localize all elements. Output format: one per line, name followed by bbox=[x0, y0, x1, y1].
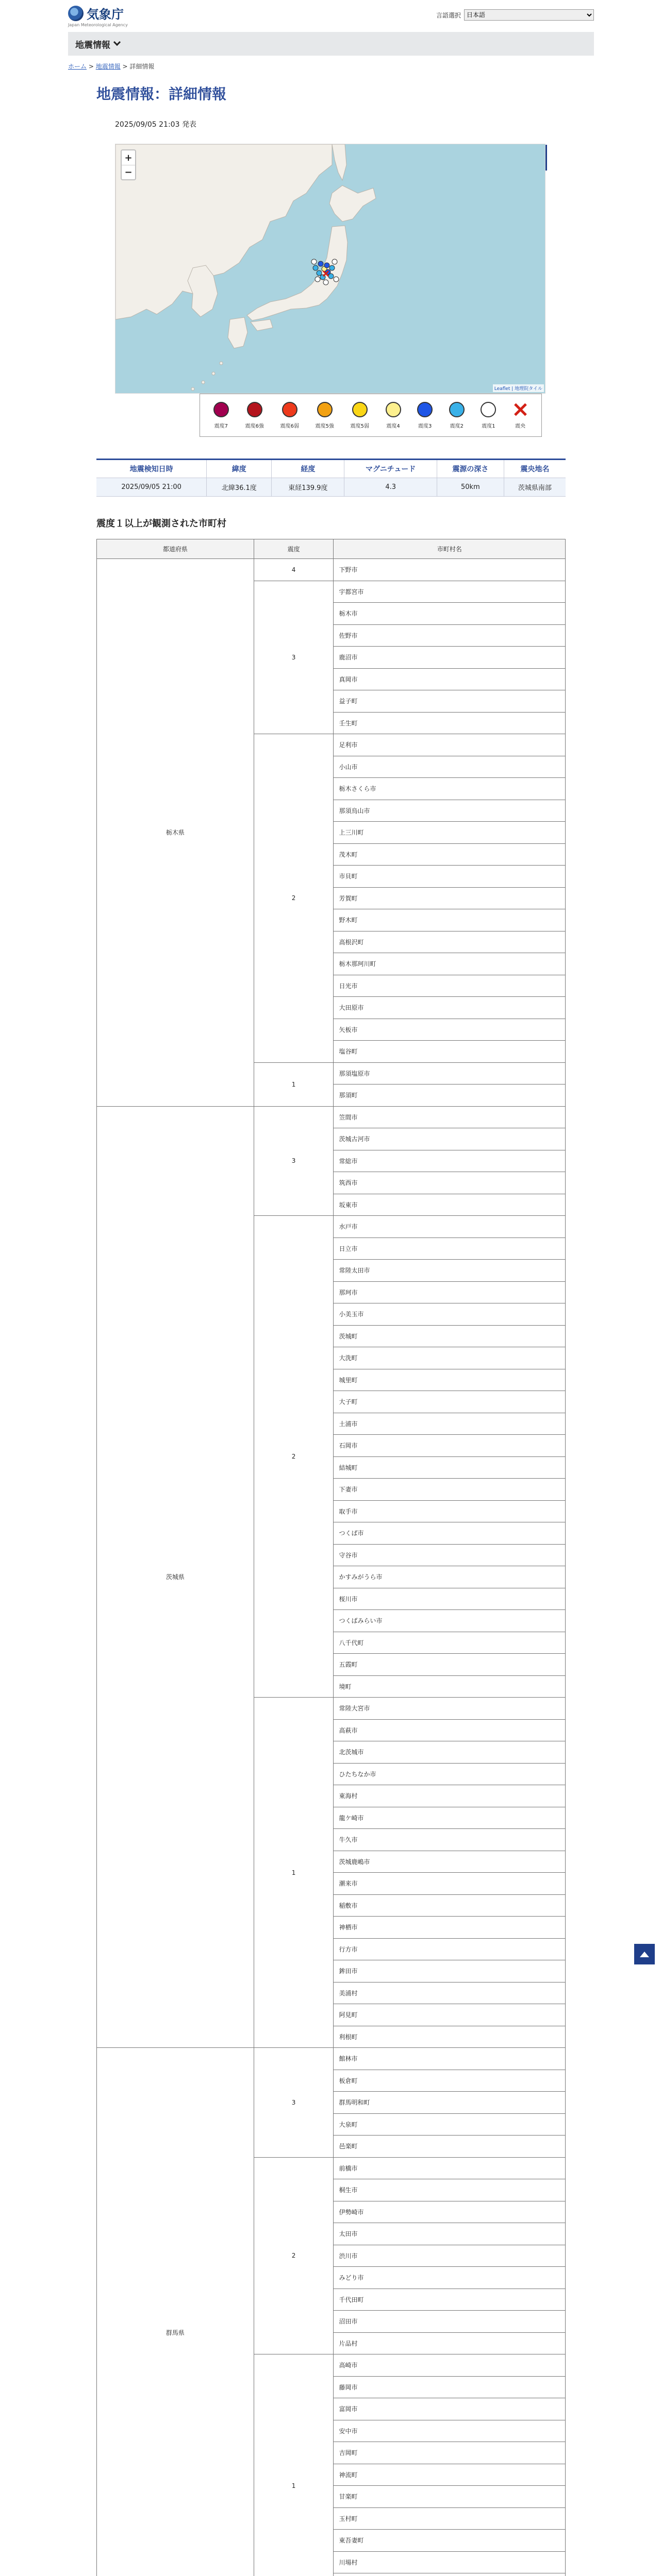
breadcrumb-home[interactable]: ホーム bbox=[68, 63, 87, 70]
intensity-cell: 3 bbox=[254, 2048, 334, 2158]
intensity-cell: 2 bbox=[254, 1216, 334, 1698]
land-sakhalin bbox=[332, 144, 346, 180]
legend-item bbox=[417, 402, 433, 429]
city-cell: 益子町 bbox=[334, 690, 566, 713]
intensity-dot-icon bbox=[213, 402, 229, 417]
city-cell: 那須町 bbox=[334, 1084, 566, 1107]
city-cell: 栃木さくら市 bbox=[334, 778, 566, 800]
land-shikoku bbox=[251, 319, 273, 331]
intensity-map[interactable] bbox=[115, 144, 545, 394]
city-cell: 千代田町 bbox=[334, 2289, 566, 2311]
nav-earthquake-menu[interactable] bbox=[75, 38, 120, 50]
col-header-intensity: 震度 bbox=[254, 539, 334, 559]
city-cell: 茨城古河市 bbox=[334, 1128, 566, 1150]
logo-subtitle: Japan Meteorological Agency bbox=[68, 23, 128, 27]
logo-text: 気象庁 bbox=[87, 7, 124, 22]
info-header: マグニチュード bbox=[344, 460, 437, 478]
city-cell: 牛久市 bbox=[334, 1829, 566, 1851]
land-kyushu bbox=[228, 317, 247, 348]
map-zoom-control bbox=[121, 149, 136, 180]
city-cell: 大子町 bbox=[334, 1391, 566, 1413]
city-cell: 鹿沼市 bbox=[334, 647, 566, 669]
back-to-top-button[interactable] bbox=[634, 1944, 655, 1964]
city-cell: 那珂市 bbox=[334, 1281, 566, 1303]
table-row bbox=[97, 2048, 566, 2070]
city-cell: 常陸太田市 bbox=[334, 1260, 566, 1282]
city-cell: 栃木那珂川町 bbox=[334, 953, 566, 975]
info-value: 4.3 bbox=[344, 478, 437, 497]
city-cell: 常陸大宮市 bbox=[334, 1698, 566, 1720]
city-cell: 石岡市 bbox=[334, 1435, 566, 1457]
city-cell: 土浦市 bbox=[334, 1413, 566, 1435]
col-header-prefecture: 都道府県 bbox=[97, 539, 254, 559]
city-cell: 大田原市 bbox=[334, 997, 566, 1019]
city-cell: 桜川市 bbox=[334, 1588, 566, 1610]
city-cell: 小山市 bbox=[334, 756, 566, 778]
ryukyu-islands bbox=[191, 362, 223, 391]
language-select[interactable] bbox=[464, 9, 594, 21]
info-value: 茨城県南部 bbox=[504, 478, 566, 497]
city-cell: 川場村 bbox=[334, 2551, 566, 2573]
table-row bbox=[97, 559, 566, 581]
city-cell: みどり市 bbox=[334, 2267, 566, 2289]
city-cell: 境町 bbox=[334, 1675, 566, 1698]
info-header: 緯度 bbox=[207, 460, 272, 478]
breadcrumb: ホーム > 地震情報 > 詳細情報 bbox=[68, 63, 155, 70]
city-cell: 美浦村 bbox=[334, 1982, 566, 2004]
legend-label: 震央 bbox=[515, 423, 526, 429]
city-cell: 茨城町 bbox=[334, 1325, 566, 1347]
city-cell: 高萩市 bbox=[334, 1719, 566, 1741]
city-cell: 守谷市 bbox=[334, 1544, 566, 1566]
intensity-dot-icon bbox=[481, 402, 496, 417]
zoom-in-button[interactable]: + bbox=[124, 152, 133, 163]
city-cell: 稲敷市 bbox=[334, 1894, 566, 1917]
legend-label: 震度7 bbox=[214, 423, 228, 429]
city-cell: 利根町 bbox=[334, 2026, 566, 2048]
intensity-dot-icon bbox=[282, 402, 297, 417]
intensity-dot-icon bbox=[352, 402, 368, 417]
intensity-dot-icon bbox=[386, 402, 401, 417]
city-cell: 那須烏山市 bbox=[334, 800, 566, 822]
legend-item bbox=[280, 402, 299, 429]
city-cell: 佐野市 bbox=[334, 624, 566, 647]
city-cell: 玉村町 bbox=[334, 2507, 566, 2530]
chevron-down-icon bbox=[113, 39, 121, 46]
info-value: 北緯36.1度 bbox=[207, 478, 272, 497]
city-cell: つくばみらい市 bbox=[334, 1610, 566, 1632]
legend-label: 震度3 bbox=[418, 423, 432, 429]
city-cell: 邑楽町 bbox=[334, 2136, 566, 2158]
breadcrumb-current: 詳細情報 bbox=[129, 63, 155, 70]
city-cell: 結城町 bbox=[334, 1456, 566, 1479]
city-cell: 神流町 bbox=[334, 2464, 566, 2486]
city-cell: 東海村 bbox=[334, 1785, 566, 1807]
epicenter-x-icon bbox=[512, 402, 528, 417]
info-header: 地震検知日時 bbox=[96, 460, 207, 478]
city-cell: 鉾田市 bbox=[334, 1960, 566, 1982]
legend-item bbox=[481, 402, 496, 429]
intensity-cell: 2 bbox=[254, 2157, 334, 2354]
city-cell: 水戸市 bbox=[334, 1216, 566, 1238]
intensity-cell: 2 bbox=[254, 734, 334, 1063]
legend-item bbox=[315, 402, 334, 429]
prefecture-cell: 茨城県 bbox=[97, 1106, 254, 2048]
city-cell: 坂東市 bbox=[334, 1194, 566, 1216]
city-cell: 下野市 bbox=[334, 559, 566, 581]
city-cell: つくば市 bbox=[334, 1522, 566, 1545]
info-header: 経度 bbox=[272, 460, 344, 478]
global-nav bbox=[68, 32, 594, 56]
city-cell: 那須塩原市 bbox=[334, 1062, 566, 1084]
city-cell: 館林市 bbox=[334, 2048, 566, 2070]
city-cell: 茂木町 bbox=[334, 843, 566, 866]
city-cell: 高崎市 bbox=[334, 2354, 566, 2377]
city-cell: 真岡市 bbox=[334, 668, 566, 690]
city-intensity-table bbox=[96, 539, 566, 2576]
intensity-cell: 1 bbox=[254, 1062, 334, 1106]
map-svg bbox=[115, 144, 545, 394]
legend-label: 震度5強 bbox=[315, 423, 334, 429]
city-cell: 城里町 bbox=[334, 1369, 566, 1391]
prefecture-cell: 栃木県 bbox=[97, 559, 254, 1107]
city-cell: 神栖市 bbox=[334, 1917, 566, 1939]
intensity-cell: 3 bbox=[254, 581, 334, 734]
city-cell: 北茨城市 bbox=[334, 1741, 566, 1764]
city-cell: 日立市 bbox=[334, 1238, 566, 1260]
intensity-dot-icon bbox=[417, 402, 433, 417]
info-header: 震源の深さ bbox=[437, 460, 504, 478]
intensity-legend bbox=[200, 394, 542, 437]
intensity-cell: 1 bbox=[254, 1698, 334, 2048]
map-attribution[interactable]: Leaflet | 地理院タイル bbox=[493, 384, 544, 392]
city-cell: 前橋市 bbox=[334, 2157, 566, 2179]
intensity-dot-icon bbox=[317, 402, 333, 417]
prefecture-cell: 群馬県 bbox=[97, 2048, 254, 2576]
city-cell: 甘楽町 bbox=[334, 2486, 566, 2508]
city-cell: 栃木市 bbox=[334, 603, 566, 625]
city-cell: 市貝町 bbox=[334, 866, 566, 888]
city-cell: 桐生市 bbox=[334, 2179, 566, 2201]
city-cell: 塩谷町 bbox=[334, 1041, 566, 1063]
city-cell: 板倉町 bbox=[334, 2070, 566, 2092]
city-cell: 上三川町 bbox=[334, 822, 566, 844]
legend-label: 震度5弱 bbox=[350, 423, 369, 429]
city-cell: 群馬明和町 bbox=[334, 2092, 566, 2114]
city-cell: 大泉町 bbox=[334, 2113, 566, 2136]
legend-item bbox=[449, 402, 465, 429]
city-cell: 小美玉市 bbox=[334, 1303, 566, 1326]
language-label: 言語選択 bbox=[436, 11, 461, 19]
legend-label: 震度6弱 bbox=[280, 423, 299, 429]
city-cell: 大洗町 bbox=[334, 1347, 566, 1369]
section-title: 震度１以上が観測された市町村 bbox=[96, 518, 226, 529]
legend-label: 震度2 bbox=[450, 423, 464, 429]
city-cell: 富岡市 bbox=[334, 2398, 566, 2420]
city-cell: 東吾妻町 bbox=[334, 2530, 566, 2552]
zoom-out-button[interactable]: − bbox=[122, 165, 135, 179]
city-cell: 太田市 bbox=[334, 2223, 566, 2245]
city-cell: ひたちなか市 bbox=[334, 1763, 566, 1785]
arrow-up-icon bbox=[640, 1952, 649, 1957]
page-title: 地震情報：詳細情報 bbox=[96, 86, 227, 103]
info-header: 震央地名 bbox=[504, 460, 566, 478]
intensity-cell: 1 bbox=[254, 2354, 334, 2576]
city-cell: 足利市 bbox=[334, 734, 566, 756]
legend-label: 震度1 bbox=[482, 423, 495, 429]
city-cell: 行方市 bbox=[334, 1938, 566, 1960]
city-cell: 安中市 bbox=[334, 2420, 566, 2442]
city-cell: 吉岡町 bbox=[334, 2442, 566, 2464]
issued-time: 2025/09/05 21:03 発表 bbox=[115, 121, 196, 129]
city-cell: かすみがうら市 bbox=[334, 1566, 566, 1588]
site-header bbox=[68, 0, 594, 32]
city-cell: 八千代町 bbox=[334, 1632, 566, 1654]
city-cell: 笠間市 bbox=[334, 1106, 566, 1128]
city-cell: 取手市 bbox=[334, 1500, 566, 1522]
land-hokkaido bbox=[329, 185, 376, 222]
intensity-dot-icon bbox=[449, 402, 465, 417]
city-cell: 壬生町 bbox=[334, 712, 566, 734]
city-cell: 藤岡市 bbox=[334, 2376, 566, 2398]
city-cell bbox=[334, 2573, 566, 2576]
city-cell: 沼田市 bbox=[334, 2311, 566, 2333]
city-cell: 高根沢町 bbox=[334, 931, 566, 953]
info-value: 50km bbox=[437, 478, 504, 497]
city-cell: 日光市 bbox=[334, 975, 566, 997]
city-cell: 芳賀町 bbox=[334, 887, 566, 909]
info-value: 2025/09/05 21:00 bbox=[96, 478, 207, 497]
info-value: 東経139.9度 bbox=[272, 478, 344, 497]
city-cell: 常総市 bbox=[334, 1150, 566, 1172]
language-selector bbox=[436, 9, 594, 21]
legend-label: 震度6強 bbox=[245, 423, 264, 429]
city-cell: 筑西市 bbox=[334, 1172, 566, 1194]
col-header-city: 市町村名 bbox=[334, 539, 566, 559]
city-cell: 阿見町 bbox=[334, 2004, 566, 2026]
city-cell: 矢板市 bbox=[334, 1019, 566, 1041]
legend-item bbox=[386, 402, 401, 429]
city-cell: 下妻市 bbox=[334, 1479, 566, 1501]
jma-logo-icon bbox=[68, 6, 84, 21]
legend-item bbox=[512, 402, 528, 429]
quake-info-table bbox=[96, 459, 566, 497]
city-cell: 渋川市 bbox=[334, 2245, 566, 2267]
breadcrumb-earthquake[interactable]: 地震情報 bbox=[95, 63, 121, 70]
city-cell: 宇都宮市 bbox=[334, 581, 566, 603]
city-cell: 伊勢崎市 bbox=[334, 2201, 566, 2223]
city-cell: 茨城鹿嶋市 bbox=[334, 1851, 566, 1873]
table-row bbox=[97, 1106, 566, 1128]
city-cell: 野木町 bbox=[334, 909, 566, 931]
city-cell: 片品村 bbox=[334, 2332, 566, 2354]
nav-earthquake-label: 地震情報 bbox=[75, 40, 110, 50]
city-cell: 龍ケ崎市 bbox=[334, 1807, 566, 1829]
intensity-cell: 3 bbox=[254, 1106, 334, 1216]
legend-item bbox=[245, 402, 263, 429]
legend-item bbox=[351, 402, 369, 429]
jma-logo[interactable] bbox=[68, 4, 124, 22]
legend-label: 震度4 bbox=[386, 423, 400, 429]
intensity-dot-icon bbox=[247, 402, 262, 417]
intensity-cell: 4 bbox=[254, 559, 334, 581]
legend-item bbox=[213, 402, 229, 429]
city-cell: 五霞町 bbox=[334, 1654, 566, 1676]
city-cell: 潮来市 bbox=[334, 1873, 566, 1895]
